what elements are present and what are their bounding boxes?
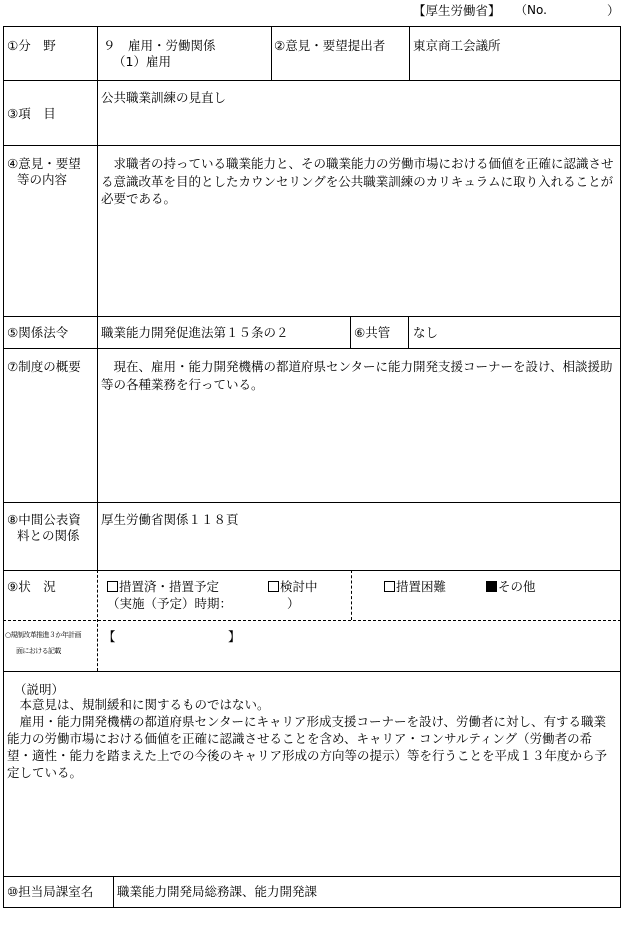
interim-label-line2: 料との関係 <box>17 528 80 543</box>
status-option-label: 措置済・措置予定 <box>119 579 220 594</box>
submitter-value: 東京商工会議所 <box>413 38 501 53</box>
status-option-label: その他 <box>498 579 536 594</box>
status-option-label: 検討中 <box>280 579 318 594</box>
law-label: ⑤関係法令 <box>7 325 69 340</box>
status-option-0[interactable] <box>107 578 219 595</box>
ministry-header: 【厚生労働省】 <box>413 3 501 18</box>
department-label: ⑩担当局課室名 <box>7 884 94 899</box>
checkbox-icon <box>268 581 279 592</box>
field-value-line2: （1）雇用 <box>113 54 171 69</box>
interim-value: 厚生労働省関係１１８頁 <box>101 512 239 527</box>
interim-label-line1: ⑧中間公表資 <box>7 512 81 527</box>
explanation-line-0: 本意見は、規制緩和に関するものではない。 <box>7 697 270 712</box>
jurisdiction-label: ⑥共管 <box>354 325 391 340</box>
submitter-label: ②意見・要望提出者 <box>274 38 386 53</box>
status-option-1[interactable] <box>268 578 318 595</box>
field-label: ①分 野 <box>7 38 56 53</box>
number-label: （No. <box>515 3 547 17</box>
deregulation-value: 【 】 <box>103 629 241 644</box>
checkbox-icon <box>486 581 497 592</box>
explanation-title: （説明） <box>14 682 65 697</box>
status-option-3[interactable] <box>486 578 536 595</box>
checkbox-icon <box>384 581 395 592</box>
jurisdiction-value: なし <box>413 325 439 340</box>
content-label-line1: ④意見・要望 <box>7 156 81 171</box>
item-value: 公共職業訓練の見直し <box>101 90 227 105</box>
content-label-line2: 等の内容 <box>17 172 68 187</box>
status-option-label: 措置困難 <box>396 579 447 594</box>
status-label: ⑨状 況 <box>7 579 56 594</box>
law-value: 職業能力開発促進法第１５条の２ <box>101 325 289 340</box>
explanation-line-1: 雇用・能力開発機構の都道府県センターにキャリア形成支援コーナーを設け、労働者に対し、有する職業能力の労働市場における価値を正確に認識させることを含め、キャリア・コンサルティング（労働者の希望・適性・能力を踏まえた上での今後のキャリア形成の方向等の提示）等を行うことを平成１３年度から予定している。 <box>7 714 608 780</box>
system-label: ⑦制度の概要 <box>7 359 81 374</box>
content-text: 求職者の持っている職業能力と、その職業能力の労働市場における価値を正確に認識させる意識改革を目的としたカウンセリングを公共職業訓練のカリキュラムに取り入れることが必要である。 <box>101 156 614 206</box>
deregulation-label-line1: ○規制改革推進３か年計画 <box>5 631 81 639</box>
field-value-line1: ９ 雇用・労働関係 <box>103 38 216 53</box>
system-text: 現在、雇用・能力開発機構の都道府県センターに能力開発支援コーナーを設け、相談援助等の各種業務を行っている。 <box>101 359 613 392</box>
deregulation-label-line2: 面における記載 <box>16 647 61 655</box>
schedule-label: （実施（予定）時期： <box>107 596 233 611</box>
number-close: ） <box>607 3 620 18</box>
checkbox-icon <box>107 581 118 592</box>
status-option-2[interactable] <box>384 578 446 595</box>
item-label: ③項 目 <box>7 106 56 121</box>
schedule-close: ） <box>287 596 300 611</box>
department-value: 職業能力開発局総務課、能力開発課 <box>117 884 318 899</box>
